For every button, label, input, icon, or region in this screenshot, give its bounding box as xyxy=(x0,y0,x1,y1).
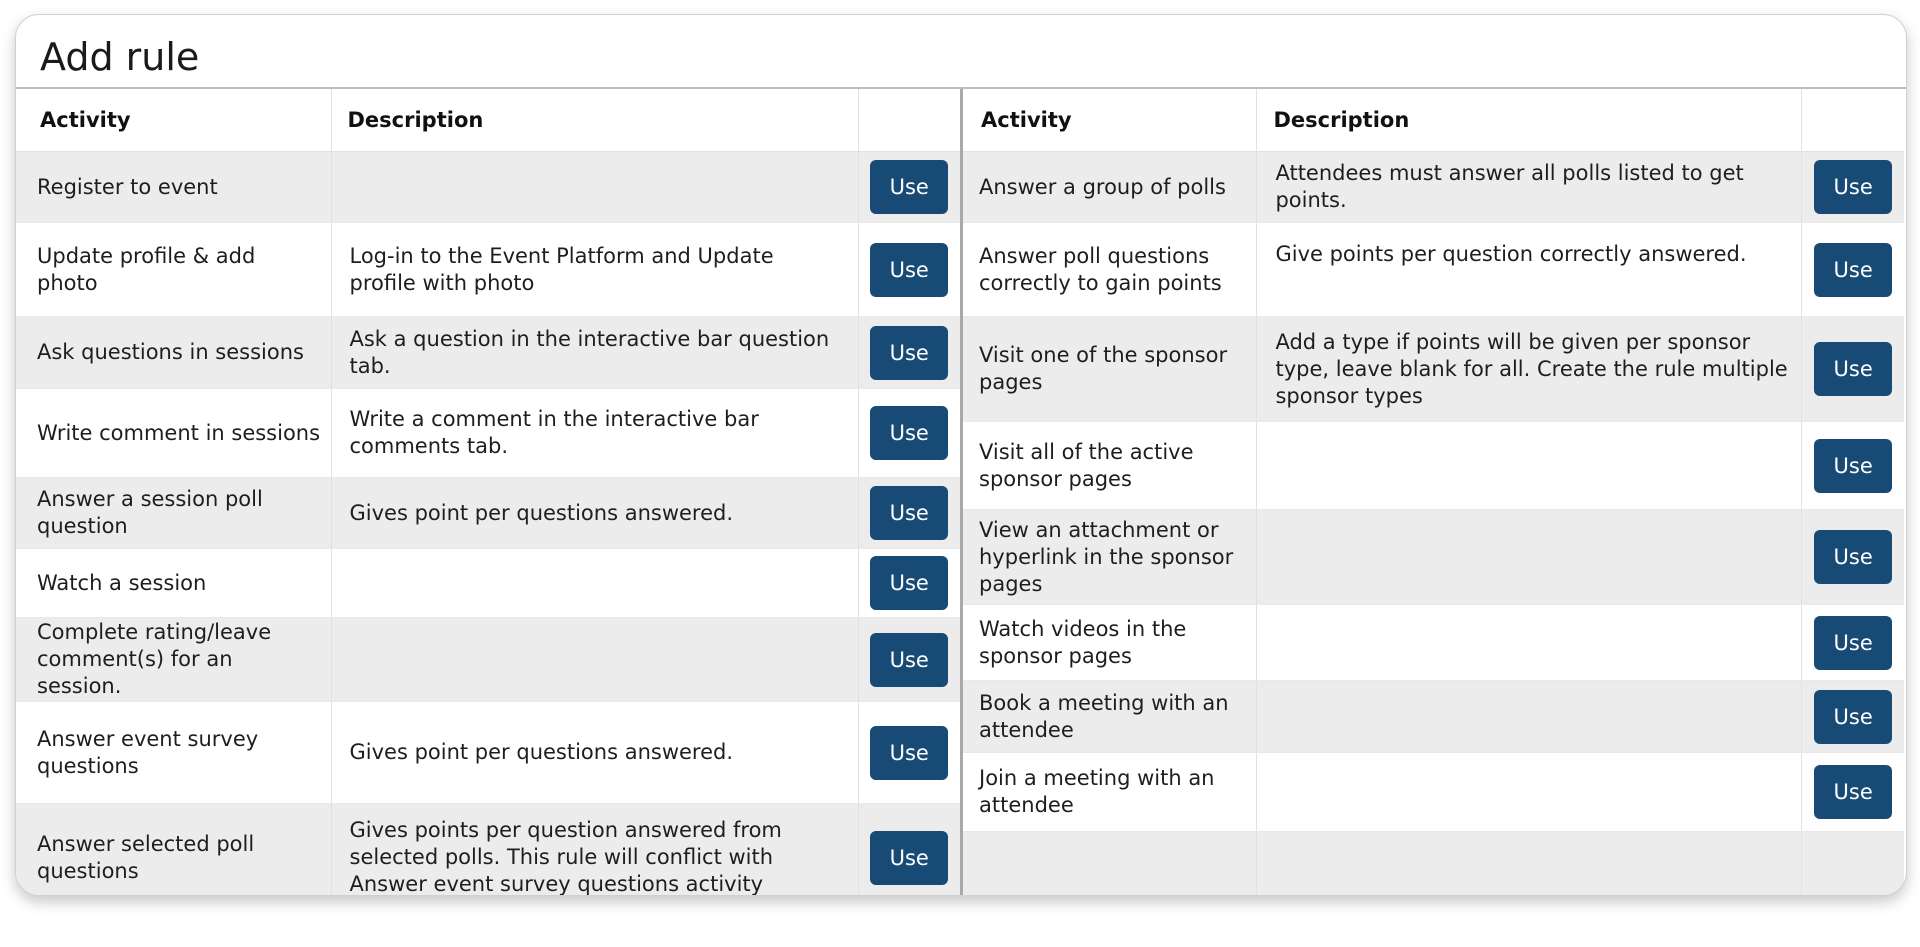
description-cell: Gives point per questions answered. xyxy=(331,478,858,549)
activity-cell: Visit all of the active sponsor pages xyxy=(962,422,1257,510)
use-button[interactable]: Use xyxy=(870,726,948,780)
activity-cell: Join a meeting with an attendee xyxy=(962,753,1257,832)
description-cell: Attendees must answer all polls listed to get points. xyxy=(1257,152,1802,223)
empty-cell xyxy=(1257,832,1802,897)
activity-cell: Answer poll questions correctly to gain points xyxy=(962,223,1257,317)
action-cell xyxy=(858,223,960,317)
activity-cell: Visit one of the sponsor pages xyxy=(962,317,1257,422)
table-row xyxy=(962,223,1905,317)
activity-table-right xyxy=(960,89,1904,896)
empty-cell xyxy=(1802,832,1904,897)
use-button[interactable]: Use xyxy=(870,326,948,380)
action-cell xyxy=(1802,223,1904,317)
action-cell xyxy=(1802,605,1904,681)
column-header-action xyxy=(858,89,960,152)
use-button[interactable]: Use xyxy=(870,160,948,214)
action-cell xyxy=(858,152,960,223)
use-button[interactable]: Use xyxy=(870,556,948,610)
use-button[interactable]: Use xyxy=(870,486,948,540)
action-cell xyxy=(1802,510,1904,605)
use-button[interactable]: Use xyxy=(870,633,948,687)
action-cell xyxy=(858,389,960,478)
activity-cell: Answer a session poll question xyxy=(16,478,331,549)
activity-cell: Write comment in sessions xyxy=(16,389,331,478)
description-cell: Gives point per questions answered. xyxy=(331,702,858,804)
action-cell xyxy=(1802,317,1904,422)
table-row xyxy=(962,152,1905,223)
description-cell xyxy=(1257,605,1802,681)
rules-tables xyxy=(16,87,1906,896)
activity-cell: Answer a group of polls xyxy=(962,152,1257,223)
column-header-activity: Activity xyxy=(16,89,331,152)
table-row xyxy=(16,804,960,897)
table-row xyxy=(962,681,1905,753)
table-row xyxy=(16,478,960,549)
table-row xyxy=(962,605,1905,681)
activity-cell: Watch videos in the sponsor pages xyxy=(962,605,1257,681)
column-header-description: Description xyxy=(331,89,858,152)
empty-cell xyxy=(962,832,1257,897)
activity-cell: Book a meeting with an attendee xyxy=(962,681,1257,753)
table-row xyxy=(962,510,1905,605)
action-cell xyxy=(858,549,960,618)
use-button[interactable]: Use xyxy=(1814,530,1892,584)
use-button[interactable]: Use xyxy=(870,243,948,297)
description-cell xyxy=(331,618,858,702)
add-rule-dialog xyxy=(15,14,1907,896)
table-row xyxy=(16,152,960,223)
description-cell: Write a comment in the interactive bar comments tab. xyxy=(331,389,858,478)
action-cell xyxy=(858,804,960,897)
description-cell xyxy=(1257,753,1802,832)
action-cell xyxy=(858,618,960,702)
action-cell xyxy=(858,317,960,389)
action-cell xyxy=(1802,681,1904,753)
action-cell xyxy=(858,702,960,804)
table-row xyxy=(16,549,960,618)
table-row xyxy=(16,317,960,389)
column-header-action xyxy=(1802,89,1904,152)
dialog-title: Add rule xyxy=(40,35,200,79)
use-button[interactable]: Use xyxy=(1814,616,1892,670)
description-cell xyxy=(331,152,858,223)
column-header-activity: Activity xyxy=(962,89,1257,152)
action-cell xyxy=(1802,152,1904,223)
activity-cell: Answer event survey questions xyxy=(16,702,331,804)
table-row xyxy=(16,618,960,702)
description-cell: Ask a question in the interactive bar question tab. xyxy=(331,317,858,389)
activity-cell: Update profile & add photo xyxy=(16,223,331,317)
activity-cell: View an attachment or hyperlink in the sponsor pages xyxy=(962,510,1257,605)
activity-cell: Register to event xyxy=(16,152,331,223)
column-header-description: Description xyxy=(1257,89,1802,152)
action-cell xyxy=(1802,753,1904,832)
description-cell: Gives points per question answered from selected polls. This rule will conflict with Answer event survey questions activity xyxy=(331,804,858,897)
table-row xyxy=(962,753,1905,832)
use-button[interactable]: Use xyxy=(1814,243,1892,297)
activity-cell: Ask questions in sessions xyxy=(16,317,331,389)
description-cell: Add a type if points will be given per sponsor type, leave blank for all. Create the rule multiple sponsor types xyxy=(1257,317,1802,422)
use-button[interactable]: Use xyxy=(870,406,948,460)
activity-cell: Answer selected poll questions xyxy=(16,804,331,897)
description-cell xyxy=(1257,681,1802,753)
use-button[interactable]: Use xyxy=(1814,342,1892,396)
use-button[interactable]: Use xyxy=(870,831,948,885)
use-button[interactable]: Use xyxy=(1814,690,1892,744)
description-cell xyxy=(1257,422,1802,510)
use-button[interactable]: Use xyxy=(1814,765,1892,819)
table-row-empty xyxy=(962,832,1905,897)
table-row xyxy=(16,389,960,478)
table-row xyxy=(962,422,1905,510)
table-row xyxy=(16,702,960,804)
action-cell xyxy=(1802,422,1904,510)
table-row xyxy=(16,223,960,317)
description-cell: Log-in to the Event Platform and Update profile with photo xyxy=(331,223,858,317)
description-cell xyxy=(1257,510,1802,605)
use-button[interactable]: Use xyxy=(1814,160,1892,214)
activity-table-left xyxy=(16,89,960,896)
description-cell: Give points per question correctly answered. xyxy=(1257,223,1802,317)
action-cell xyxy=(858,478,960,549)
activity-cell: Complete rating/leave comment(s) for an session. xyxy=(16,618,331,702)
use-button[interactable]: Use xyxy=(1814,439,1892,493)
table-row xyxy=(962,317,1905,422)
activity-cell: Watch a session xyxy=(16,549,331,618)
description-cell xyxy=(331,549,858,618)
